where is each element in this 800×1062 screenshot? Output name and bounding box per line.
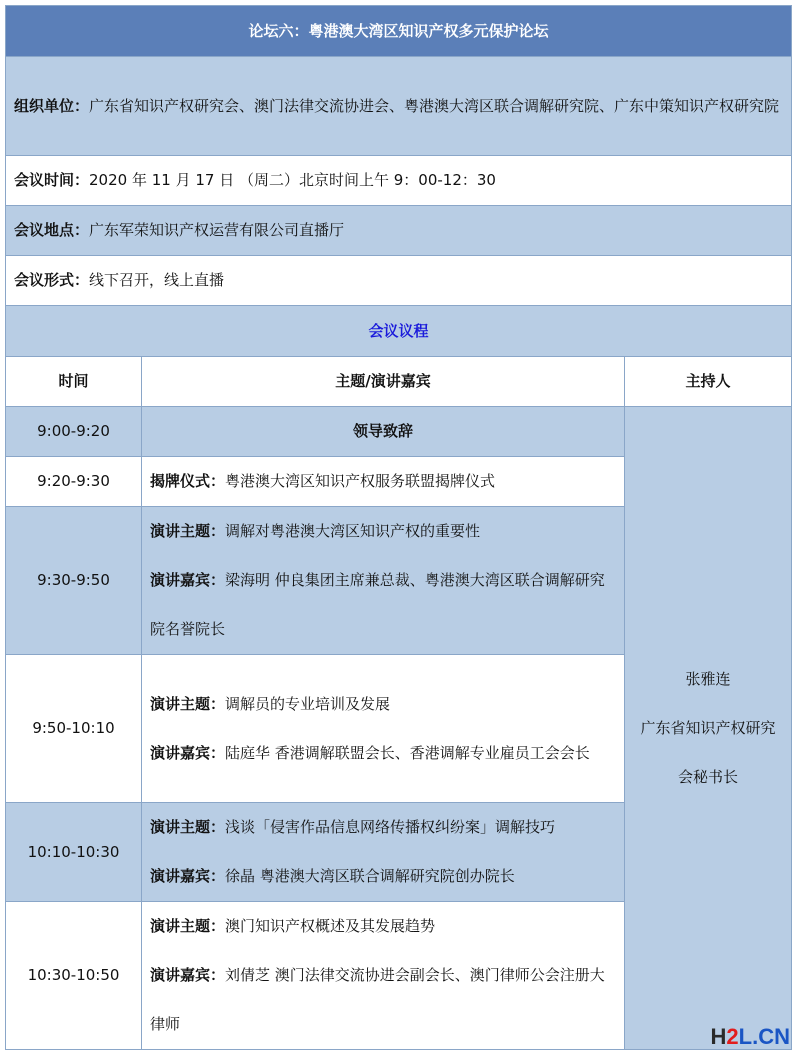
meeting-time-value: 2020 年 11 月 17 日 （周二）北京时间上午 9：00-12：30 bbox=[89, 171, 496, 189]
topic-value: 澳门知识产权概述及其发展趋势 bbox=[225, 917, 436, 935]
forum-title: 论坛六：粤港澳大湾区知识产权多元保护论坛 bbox=[6, 6, 792, 57]
meeting-time-label: 会议时间： bbox=[14, 171, 90, 189]
meeting-time-row bbox=[6, 156, 792, 206]
agenda-time: 9:30-9:50 bbox=[6, 507, 142, 655]
talk-speaker bbox=[150, 729, 616, 778]
header-topic: 主题/演讲嘉宾 bbox=[142, 357, 625, 407]
talk-topic bbox=[150, 680, 616, 729]
agenda-time: 9:50-10:10 bbox=[6, 655, 142, 803]
agenda-title: 领导致辞 bbox=[142, 407, 625, 457]
agenda-section-row bbox=[6, 306, 792, 357]
agenda-time: 9:00-9:20 bbox=[6, 407, 142, 457]
agenda-time: 10:10-10:30 bbox=[6, 803, 142, 902]
forum-table bbox=[5, 5, 792, 1050]
venue-value: 广东军荣知识产权运营有限公司直播厅 bbox=[89, 221, 345, 239]
speaker-value: 刘倩芝 澳门法律交流协进会副会长、澳门律师公会注册大律师 bbox=[150, 966, 605, 1033]
organizer-label: 组织单位： bbox=[14, 96, 90, 115]
title-row bbox=[6, 6, 792, 57]
talk-topic bbox=[150, 902, 616, 951]
speaker-label: 演讲嘉宾： bbox=[150, 966, 226, 984]
talk-topic bbox=[150, 507, 616, 556]
talk-speaker bbox=[150, 852, 616, 901]
organizer-value: 广东省知识产权研究会、澳门法律交流协进会、粤港澳大湾区联合调解研究院、广东中策知识产权研究院 bbox=[89, 96, 780, 115]
topic-label: 演讲主题： bbox=[150, 917, 226, 935]
speaker-label: 演讲嘉宾： bbox=[150, 867, 226, 885]
ceremony-value: 粤港澳大湾区知识产权服务联盟揭牌仪式 bbox=[225, 472, 496, 490]
host-title: 会秘书长 bbox=[677, 767, 738, 786]
header-host: 主持人 bbox=[625, 357, 792, 407]
speaker-value: 徐晶 粤港澳大湾区联合调解研究院创办院长 bbox=[225, 867, 515, 885]
format-value: 线下召开，线上直播 bbox=[89, 271, 225, 289]
talk-topic bbox=[150, 803, 616, 852]
host-org: 广东省知识产权研究 bbox=[640, 718, 776, 737]
watermark-part-2: 2 bbox=[726, 1024, 739, 1049]
topic-label: 演讲主题： bbox=[150, 522, 226, 540]
agenda-header-row bbox=[6, 357, 792, 407]
agenda-time: 10:30-10:50 bbox=[6, 902, 142, 1050]
watermark-part-h: H bbox=[710, 1024, 727, 1049]
talk-speaker bbox=[150, 951, 616, 1049]
topic-value: 调解对粤港澳大湾区知识产权的重要性 bbox=[225, 522, 481, 540]
venue-row bbox=[6, 206, 792, 256]
speaker-value: 陆庭华 香港调解联盟会长、香港调解专业雇员工会会长 bbox=[225, 743, 590, 762]
talk-speaker bbox=[150, 556, 616, 654]
format-row bbox=[6, 256, 792, 306]
topic-label: 演讲主题： bbox=[150, 694, 226, 713]
organizer-row bbox=[6, 57, 792, 156]
header-time: 时间 bbox=[6, 357, 142, 407]
agenda-section-title: 会议议程 bbox=[6, 306, 792, 357]
topic-value: 调解员的专业培训及发展 bbox=[225, 694, 391, 713]
speaker-value: 梁海明 仲良集团主席兼总裁、粤港澳大湾区联合调解研究院名誉院长 bbox=[150, 571, 605, 638]
format-label: 会议形式： bbox=[14, 271, 90, 289]
agenda-row bbox=[6, 407, 792, 457]
venue-label: 会议地点： bbox=[14, 221, 90, 239]
agenda-time: 9:20-9:30 bbox=[6, 457, 142, 507]
host-cell bbox=[625, 407, 792, 1050]
speaker-label: 演讲嘉宾： bbox=[150, 571, 226, 589]
site-watermark-logo bbox=[711, 1024, 790, 1050]
ceremony-label: 揭牌仪式： bbox=[150, 472, 226, 490]
speaker-label: 演讲嘉宾： bbox=[150, 743, 226, 762]
watermark-part-lcn: L.CN bbox=[738, 1024, 790, 1049]
topic-value: 浅谈「侵害作品信息网络传播权纠纷案」调解技巧 bbox=[225, 818, 556, 836]
host-name: 张雅连 bbox=[685, 669, 731, 688]
topic-label: 演讲主题： bbox=[150, 818, 226, 836]
